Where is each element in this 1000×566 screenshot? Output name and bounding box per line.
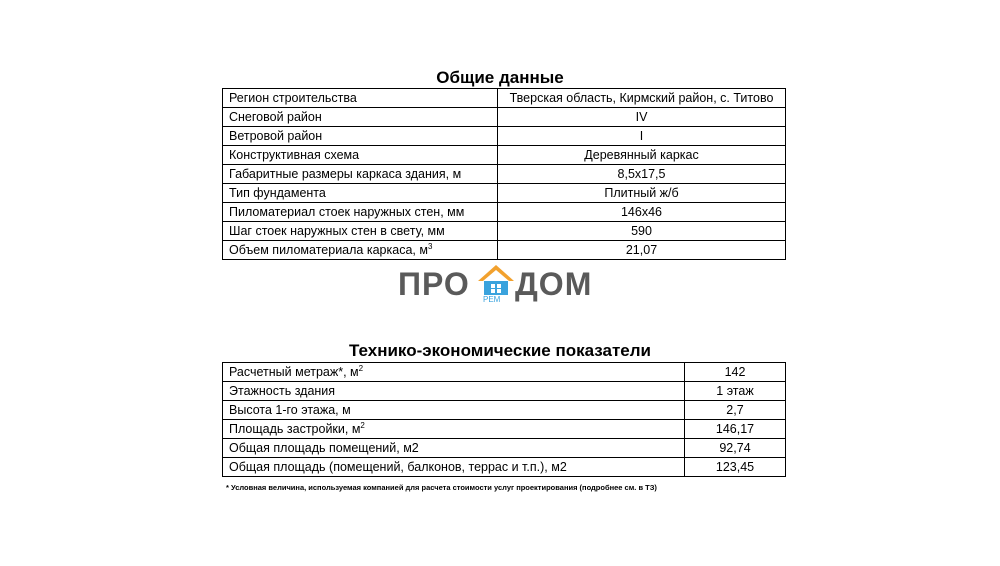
row-value: 21,07 [498, 241, 786, 260]
general-data-title: Общие данные [436, 68, 564, 87]
general-data-row [223, 89, 786, 108]
row-label-text: Регион строительства [229, 91, 357, 105]
general-data-row [223, 241, 786, 260]
row-label [223, 439, 685, 458]
row-label [223, 382, 685, 401]
row-label [223, 108, 498, 127]
row-value: 146х46 [498, 203, 786, 222]
row-label-text: Конструктивная схема [229, 148, 360, 162]
row-label [223, 363, 685, 382]
row-label [223, 222, 498, 241]
tep-row [223, 401, 786, 420]
unit-superscript: 2 [360, 420, 365, 430]
row-label-text: Шаг стоек наружных стен в свету, мм [229, 224, 445, 238]
row-label-text: Объем пиломатериала каркаса, м [229, 243, 428, 257]
row-value: Плитный ж/б [498, 184, 786, 203]
row-label [223, 89, 498, 108]
row-label [223, 241, 498, 260]
row-label-text: Общая площадь помещений, м2 [229, 441, 419, 455]
row-value: 1 этаж [685, 382, 786, 401]
row-label-text: Расчетный метраж*, м [229, 365, 359, 379]
row-label-text: Ветровой район [229, 129, 323, 143]
row-value: 92,74 [685, 439, 786, 458]
row-label-text: Габаритные размеры каркаса здания, м [229, 167, 462, 181]
unit-superscript: 2 [358, 363, 364, 373]
tep-row [223, 420, 786, 439]
row-label-text: Пиломатериал стоек наружных стен, мм [229, 205, 465, 219]
row-label [223, 203, 498, 222]
row-label-text: Тип фундамента [229, 186, 326, 200]
row-value: IV [498, 108, 786, 127]
row-value: 123,45 [685, 458, 786, 477]
tep-row [223, 382, 786, 401]
row-value: 2,7 [685, 401, 786, 420]
row-label [223, 184, 498, 203]
row-label [223, 127, 498, 146]
logo-text-right: ДОМ [515, 266, 593, 302]
row-label-text: Площадь застройки, м [229, 422, 361, 436]
general-data-row [223, 222, 786, 241]
row-label [223, 420, 685, 439]
row-value: Тверская область, Кирмский район, с. Титово [498, 89, 786, 108]
row-label-text: Снеговой район [229, 110, 322, 124]
general-data-row [223, 146, 786, 165]
row-label-text: Высота 1-го этажа, м [229, 403, 351, 417]
general-data-row [223, 127, 786, 146]
row-value: 146,17 [685, 420, 786, 439]
row-value: Деревянный каркас [498, 146, 786, 165]
footnote: * Условная величина, используемая компанией для расчета стоимости услуг проектирования (подробнее см. в ТЗ) [226, 483, 657, 492]
pro-dom-logo [398, 262, 600, 310]
general-data-table [222, 88, 786, 260]
general-data-row [223, 203, 786, 222]
row-label-text: Этажность здания [229, 384, 336, 398]
tep-table [222, 362, 786, 477]
row-label [223, 458, 685, 477]
row-value: 590 [498, 222, 786, 241]
logo-small-text: РЕМ [483, 295, 501, 304]
row-value: 142 [685, 363, 786, 382]
logo-text-left: ПРО [398, 266, 470, 302]
unit-superscript: 3 [427, 241, 433, 251]
row-value: I [498, 127, 786, 146]
tep-row [223, 439, 786, 458]
row-label-text: Общая площадь (помещений, балконов, террас и т.п.), м2 [229, 460, 567, 474]
row-label [223, 165, 498, 184]
tep-row [223, 458, 786, 477]
general-data-row [223, 108, 786, 127]
general-data-row [223, 165, 786, 184]
row-value: 8,5х17,5 [498, 165, 786, 184]
row-label [223, 401, 685, 420]
row-label [223, 146, 498, 165]
tep-row [223, 363, 786, 382]
tep-title: Технико-экономические показатели [348, 341, 651, 360]
general-data-row [223, 184, 786, 203]
